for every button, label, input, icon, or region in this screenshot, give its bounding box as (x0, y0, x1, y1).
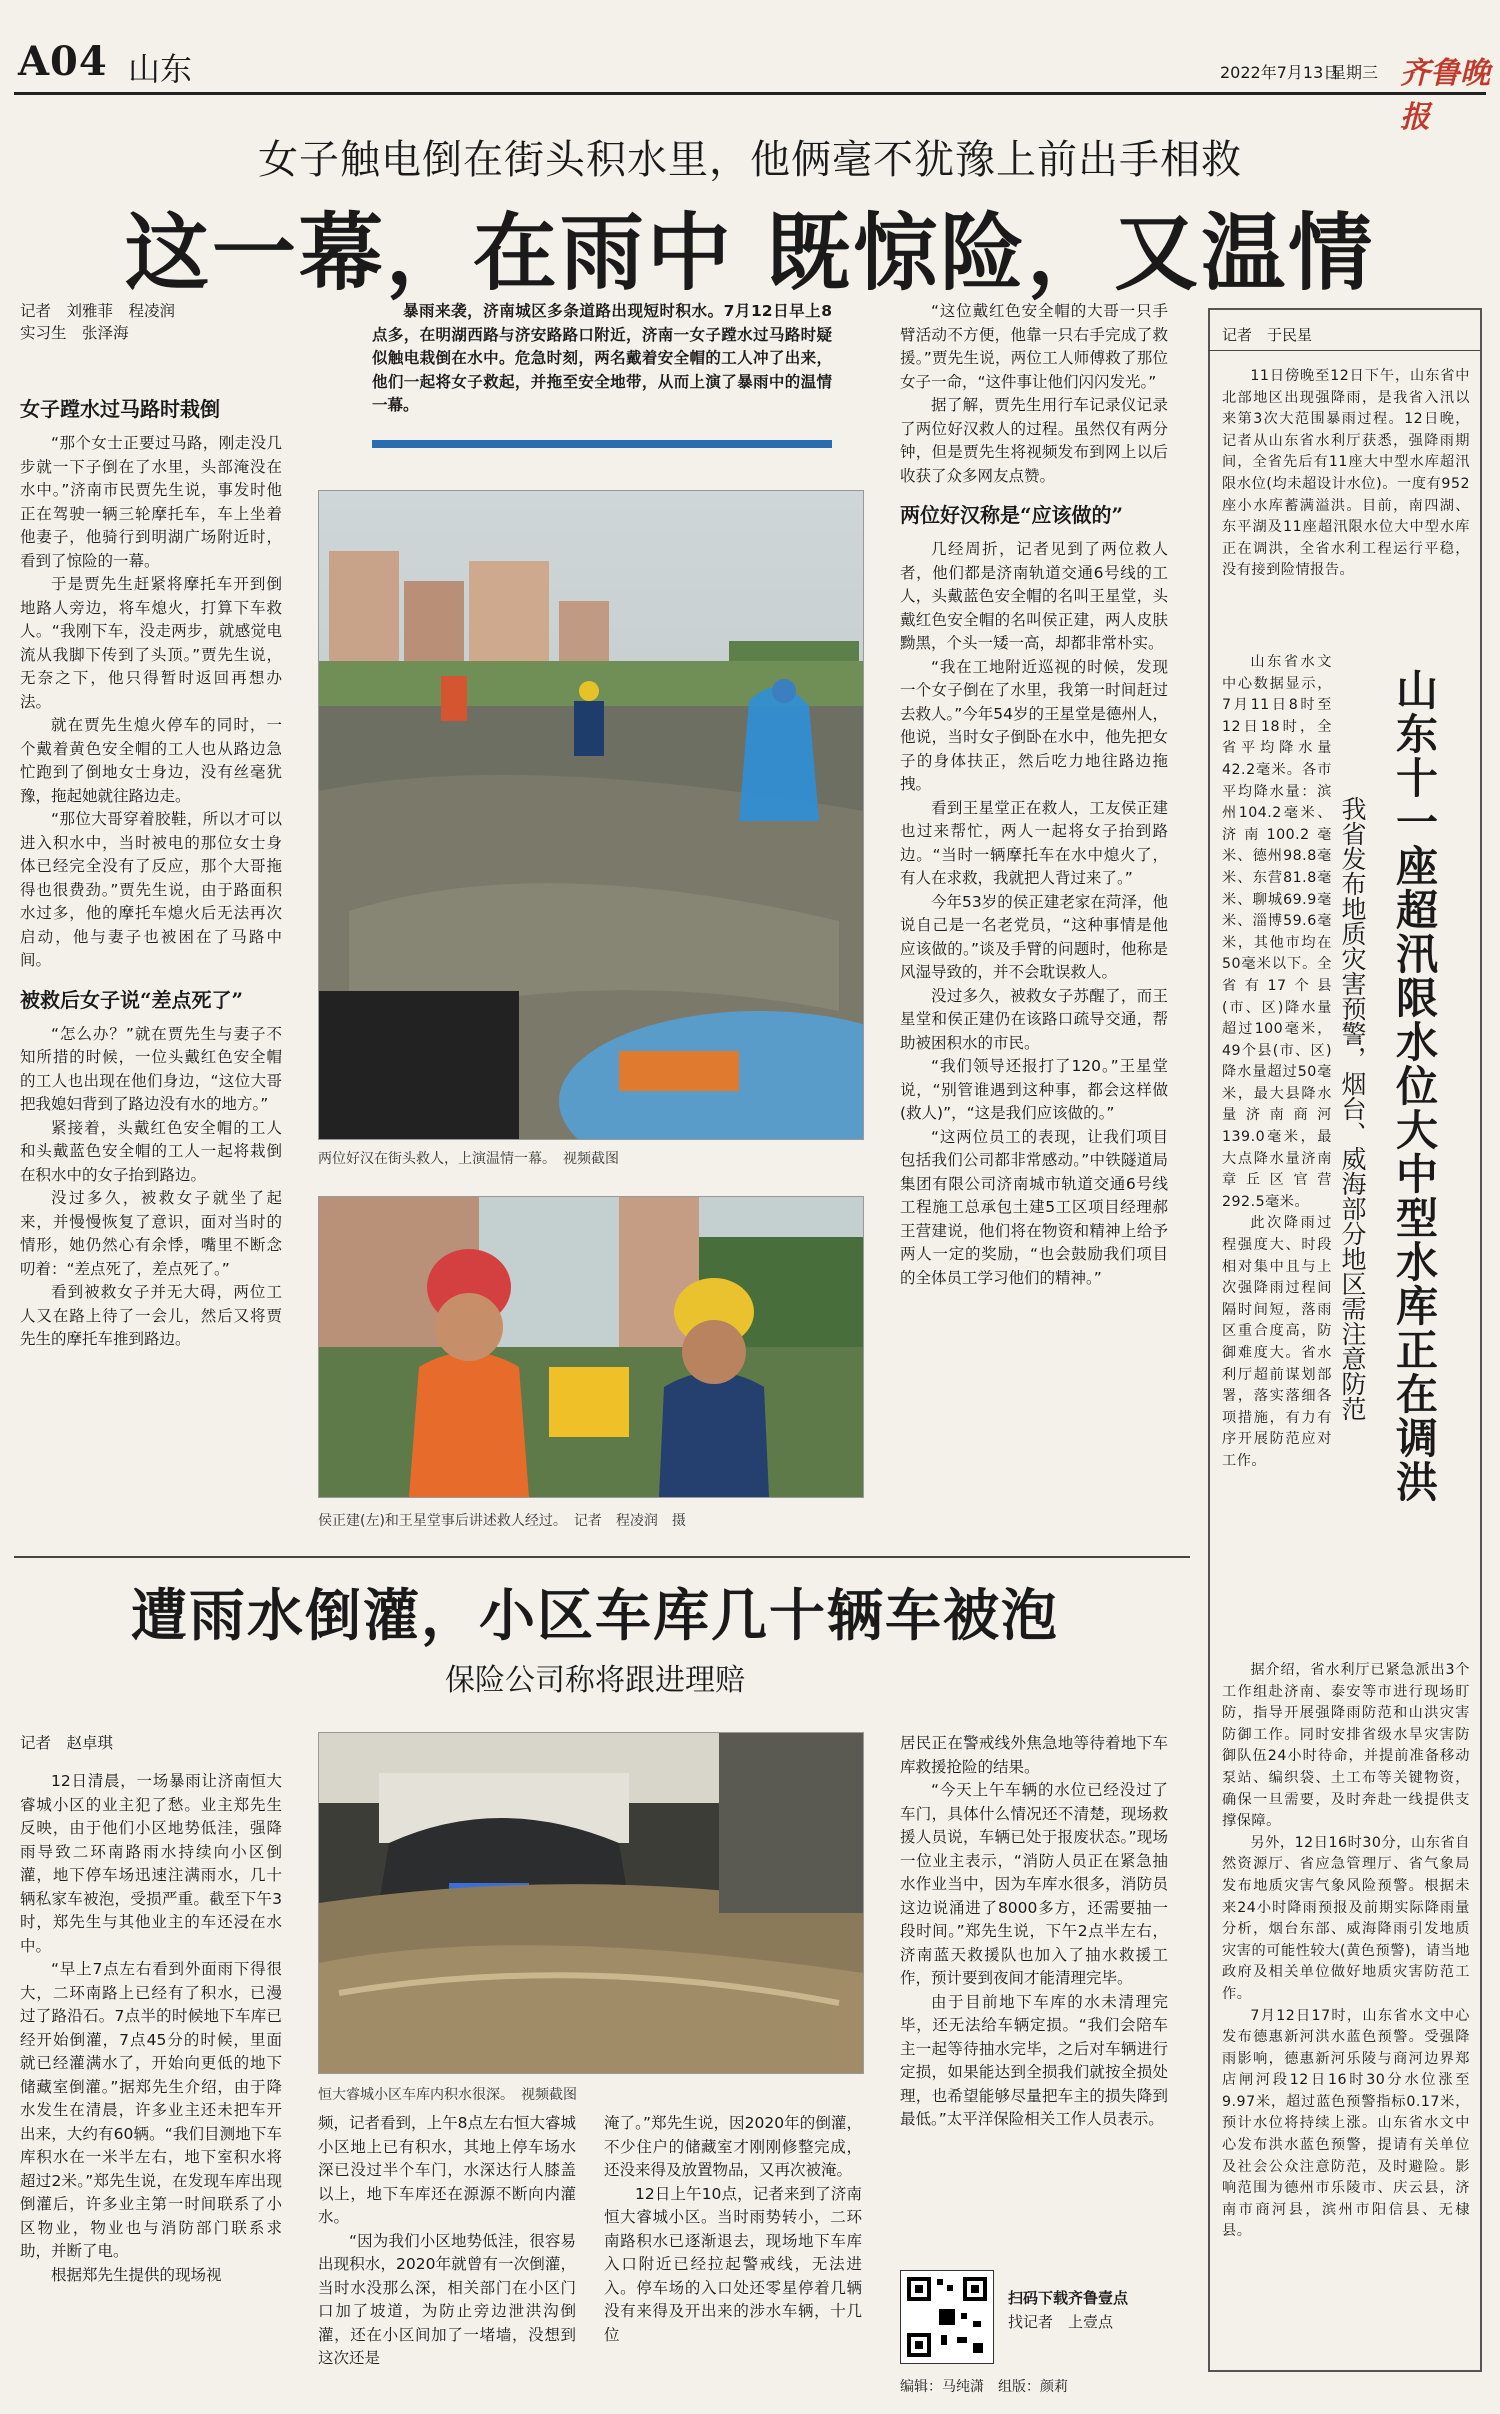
rescue-photo (318, 490, 864, 1140)
sidebar-title: 山东十一座超汛限水位大中型水库正在调洪 (1390, 668, 1439, 1504)
lead-bar (372, 440, 832, 448)
editor-credit: 编辑：马纯潇 组版：颜莉 (900, 2379, 1068, 2395)
garage-photo (318, 1732, 864, 2074)
header-rule (14, 92, 1486, 95)
workers-photo-caption: 侯正建(左)和王星堂事后讲述救人经过。 记者 程凌润 摄 (318, 1513, 686, 1529)
sidebar-byline-rule (1208, 350, 1480, 351)
paragraph: “我在工地附近巡视的时候，发现一个女子倒在了水里，我第一时间赶过去救人。”今年54岁的王星堂是德州人，他说，当时女子倒卧在水中，他先把女子的身体扶正，然后吃力地往路边拖拽。 (900, 657, 1169, 793)
issue-date: 2022年7月13日 (1220, 63, 1340, 82)
story1-subtitle: 女子触电倒在街头积水里，他俩毫不犹豫上前出手相救 (258, 137, 1242, 183)
paragraph: 居民正在警戒线外焦急地等待着地下车库救援抢险的结果。 (900, 1734, 1168, 1776)
paragraph: 看到被救女子并无大碍，两位工人又在路上待了一会儿，然后又将贾先生的摩托车推到路边。 (20, 1283, 282, 1348)
story2-col1 (20, 1770, 282, 2287)
paragraph: 7月12日17时，山东省水文中心发布德惠新河洪水蓝色预警。受强降雨影响，德惠新河乐陵与商河边界郑店闸河段12日16时30分水位涨至9.97米，超过蓝色预警指标0.17米，预计水位将持续上涨。山东省水文中心发布洪水蓝色预警，提请有关单位及社会公众注意防范，及时避险。影响范围为德州市乐陵市、庆云县，济南市商河县，滨州市阳信县、无棣县。 (1222, 2007, 1470, 2240)
paragraph: 就在贾先生熄火停车的同时，一个戴着黄色安全帽的工人也从路边急忙跑到了倒地女士身边，没有丝毫犹豫，拖起她就往路边走。 (20, 716, 282, 805)
paragraph: 紧接着，头戴红色安全帽的工人和头戴蓝色安全帽的工人一起将栽倒在积水中的女子抬到路边。 (20, 1118, 282, 1184)
sidebar-intro (1222, 366, 1470, 582)
story1-byline-reporters: 记者 刘雅菲 程凌润 (20, 302, 176, 320)
paragraph: 没过多久，被救女子就坐了起来，并慢慢恢复了意识，面对当时的情形，她仍然心有余悸，嘴里不断念叨着：“差点死了，差点死了。” (20, 1189, 282, 1278)
story2-title: 遭雨水倒灌，小区车库几十辆车被泡 (131, 1583, 1059, 1649)
qr-caption-line1: 扫码下载齐鲁壹点 (1008, 2289, 1129, 2307)
paragraph: 此次降雨过程强度大、时段相对集中且与上次强降雨过程间隔时间短，落雨区重合度高，防御难度大。省水利厅超前谋划部署，落实落细各项措施，有力有序开展防范应对工作。 (1222, 1215, 1332, 1469)
garage-photo-caption: 恒大睿城小区车库内积水很深。 视频截图 (318, 2087, 577, 2103)
story2-subtitle: 保险公司称将跟进理赔 (445, 1663, 745, 1698)
paragraph: “怎么办？”就在贾先生与妻子不知所措的时候，一位头戴红色安全帽的工人也出现在他们身边，“这位大哥把我媳妇背到了路边没有水的地方。” (20, 1024, 282, 1113)
paragraph: “因为我们小区地势低洼，很容易出现积水，2020年就曾有一次倒灌，当时水没那么深，相关部门在小区门口加了坡道，为防止旁边泄洪沟倒灌，还在小区间加了一堵墙，没想到这次还是 (318, 2231, 576, 2367)
paragraph: 于是贾先生赶紧将摩托车开到倒地路人旁边，将车熄火，打算下车救人。“我刚下车，没走两步，就感觉电流从我脚下传到了头顶。”贾先生说，无奈之下，他只得暂时返回再想办法。 (20, 575, 282, 711)
qr-caption-line2: 找记者 上壹点 (1008, 2313, 1114, 2331)
rescue-photo-caption: 两位好汉在街头救人，上演温情一幕。 视频截图 (318, 1151, 619, 1167)
story-divider (14, 1556, 1190, 1558)
story2-col4 (900, 1732, 1168, 2132)
paragraph: 11日傍晚至12日下午，山东省中北部地区出现强降雨，是我省入汛以来第3次大范围暴雨过程。12日晚，记者从山东省水利厅获悉，强降雨期间，全省先后有11座大中型水库超汛限水位(均未超设计水位)。一度有952座小水库蓄满溢洪。目前，南四湖、东平湖及11座超汛限水位大中型水库正在调洪，全省水利工程运行平稳，没有接到险情报告。 (1222, 368, 1470, 579)
paragraph: 今年53岁的侯正建老家在菏泽，他说自己是一名老党员，“这种事情是他应该做的。”谈及手臂的问题时，他称是风湿导致的，并不会耽误救人。 (900, 892, 1168, 981)
paragraph: “这位戴红色安全帽的大哥一只手臂活动不方便，他靠一只右手完成了救援。”贾先生说，两位工人师傅救了那位女子一命，“这件事让他们闪闪发光。” (900, 302, 1168, 391)
story2-col2 (318, 2112, 576, 2371)
sidebar-body (1222, 1660, 1470, 2243)
paragraph: “我们领导还报打了120。”王星堂说，“别管谁遇到这种事，都会这样做(救人)”，“这是我们应该做的。” (900, 1057, 1168, 1122)
qr-code[interactable] (900, 2270, 994, 2364)
sidebar-subtitle: 我省发布地质灾害预警，烟台、威海部分地区需注意防范 (1338, 796, 1367, 1421)
paragraph: 看到王星堂正在救人，工友侯正建也过来帮忙，两人一起将女子抬到路边。“当时一辆摩托车在水中熄火了，有人在求救，我就把人背过来了。” (900, 798, 1168, 887)
issue-weekday: 星期三 (1330, 63, 1379, 82)
story1-byline-intern: 实习生 张泽海 (20, 324, 129, 342)
story1-col1 (20, 382, 282, 1352)
paragraph: 淹了。”郑先生说，因2020年的倒灌，不少住户的储藏室才刚刚修整完成，还没来得及放置物品，又再次被淹。 (604, 2114, 862, 2179)
story1-heading3: 两位好汉称是“应该做的” (900, 503, 1124, 527)
paragraph: “那位大哥穿着胶鞋，所以才可以进入积水中，当时被电的那位女士身体已经完全没有了反应，那个大哥拖得也很费劲。”贾先生说，由于路面积水过多，他的摩托车熄火后无法再次启动，他与妻子也被困在了马路中间。 (20, 810, 282, 969)
paper-logo: 齐鲁晚报 (1400, 56, 1490, 135)
paragraph: 几经周折，记者见到了两位救人者，他们都是济南轨道交通6号线的工人，头戴蓝色安全帽的名叫王星堂，头戴红色安全帽的名叫侯正建，两人皮肤黝黑，个头一矮一高，却都非常朴实。 (900, 540, 1168, 652)
section-name: 山东 (128, 50, 193, 88)
story2-col3 (604, 2112, 862, 2347)
paragraph: 12日上午10点，记者来到了济南恒大睿城小区。当时雨势转小，二环南路积水已逐渐退去，现场地下车库入口附近已经拉起警戒线，无法进入。停车场的入口处还零星停着几辆没有来得及开出来的涉水车辆，十几位 (604, 2184, 862, 2344)
paragraph: “今天上午车辆的水位已经没过了车门，具体什么情况还不清楚，现场救援人员说，车辆已处于报废状态。”现场一位业主表示，“消防人员正在紧急抽水作业当中，因为车库水很多，消防员这边说涌进了8000多方，还需要抽一段时间。”郑先生说，下午2点半左右，济南蓝天救援队也加入了抽水救援工作，预计要到夜间才能清理完毕。 (900, 1781, 1168, 1987)
sidebar-byline: 记者 于民星 (1222, 326, 1313, 344)
paragraph: 没过多久，被救女子苏醒了，而王星堂和侯正建仍在该路口疏导交通，帮助被困积水的市民。 (900, 986, 1168, 1052)
paragraph: 根据郑先生提供的现场视 (51, 2265, 222, 2284)
paragraph: 12日清晨，一场暴雨让济南恒大睿城小区的业主犯了愁。业主郑先生反映，由于他们小区地势低洼，强降雨导致二环南路雨水持续向小区倒灌，地下停车场迅速注满雨水，几十辆私家车被泡，受损严重。截至下午3时，郑先生与其他业主的车还浸在水中。 (20, 1772, 282, 1955)
qr-caption (1008, 2286, 1178, 2334)
story1-lead: 暴雨来袭，济南城区多条道路出现短时积水。7月12日早上8点多，在明湖西路与济安路路口附近，济南一女子蹚水过马路时疑似触电栽倒在水中。危急时刻，两名戴着安全帽的工人冲了出来，他们一起将女子救起，并拖至安全地带，从而上演了暴雨中的温情一幕。 (372, 302, 832, 414)
paragraph: 山东省水文中心数据显示，7月11日8时至12日18时，全省平均降水量42.2毫米。各市平均降水量：滨州104.2毫米、济南100.2毫米、德州98.8毫米、东营81.8毫米、聊城69.9毫米、淄博59.6毫米，其他市均在50毫米以下。全省有17个县(市、区)降水量超过100毫米，49个县(市、区)降水量超过50毫米，最大县降水量济南商河139.0毫米，最大点降水量济南章丘区官营292.5毫米。 (1222, 654, 1332, 1210)
paragraph: 另外，12日16时30分，山东省自然资源厅、省应急管理厅、省气象局发布地质灾害气象风险预警。根据未来24小时降雨预报及前期实际降雨量分析，烟台东部、威海降雨引发地质灾害的可能性较大(黄色预警)，请当地政府及相关单位做好地质灾害防范工作。 (1222, 1834, 1470, 2002)
story1-col3 (900, 300, 1168, 1290)
paragraph: 据了解，贾先生用行车记录仪记录了两位好汉救人的过程。虽然仅有两分钟，但是贾先生将视频发布到网上以后收获了众多网友点赞。 (900, 396, 1168, 485)
story2-byline: 记者 赵卓琪 (20, 1734, 114, 1752)
sidebar-stats (1222, 652, 1332, 1473)
paragraph: “这两位员工的表现，让我们项目包括我们公司都非常感动。”中铁隧道局集团有限公司济南城市轨道交通6号线工程施工总承包土建5工区项目经理郝王营建说，他们将在物资和精神上给予两人一定的奖励，“也会鼓励我们项目的全体员工学习他们的精神。” (900, 1127, 1168, 1287)
story1-byline (20, 300, 350, 344)
story1-title: 这一幕，在雨中 既惊险，又温情 (124, 203, 1376, 302)
story1-heading1: 女子蹚水过马路时栽倒 (20, 397, 220, 421)
paragraph: 据介绍，省水利厅已紧急派出3个工作组赴济南、泰安等市进行现场盯防，指导开展强降雨防范和山洪灾害防御工作。同时安排省级水旱灾害防御队伍24小时待命，并提前准备移动泵站、编织袋、土工布等关键物资，确保一旦需要，及时奔赴一线提供支撑保障。 (1222, 1662, 1470, 1830)
paragraph: “那个女士正要过马路，刚走没几步就一下子倒在了水里，头部淹没在水中。”济南市民贾先生说，事发时他正在驾驶一辆三轮摩托车，车上坐着他妻子，他骑行到明湖广场附近时，看到了惊险的一幕。 (20, 434, 282, 570)
paragraph: 由于目前地下车库的水未清理完毕，还无法给车辆定损。“我们会陪车主一起等待抽水完毕，之后对车辆进行定损，如果能达到全损我们就按全损处理，也希望能够尽量把车主的损失降到最低。”太平洋保险相关工作人员表示。 (900, 1992, 1168, 2128)
story1-heading2: 被救后女子说“差点死了” (20, 987, 244, 1012)
workers-photo (318, 1196, 864, 1498)
paragraph: 频，记者看到，上午8点左右恒大睿城小区地上已有积水，其地上停车场水深已没过半个车门，水深达行人膝盖以上，地下车库还在源源不断向内灌水。 (318, 2114, 576, 2226)
page-code: A04 (18, 38, 108, 85)
paragraph: “早上7点左右看到外面雨下得很大，二环南路上已经有了积水，已漫过了路沿石。7点半的时候地下车库已经开始倒灌，7点45分的时候，里面就已经灌满水了，开始向更低的地下储藏室倒灌。”据郑先生介绍，由于降水发生在清晨，许多业主还未把车开出来，大约有60辆。“我们目测地下车库积水在一米半左右，地下室积水将超过2米。”郑先生说，在发现车库出现倒灌后，许多业主第一时间联系了小区物业，物业也与消防部门联系求助，并断了电。 (20, 1960, 282, 2260)
